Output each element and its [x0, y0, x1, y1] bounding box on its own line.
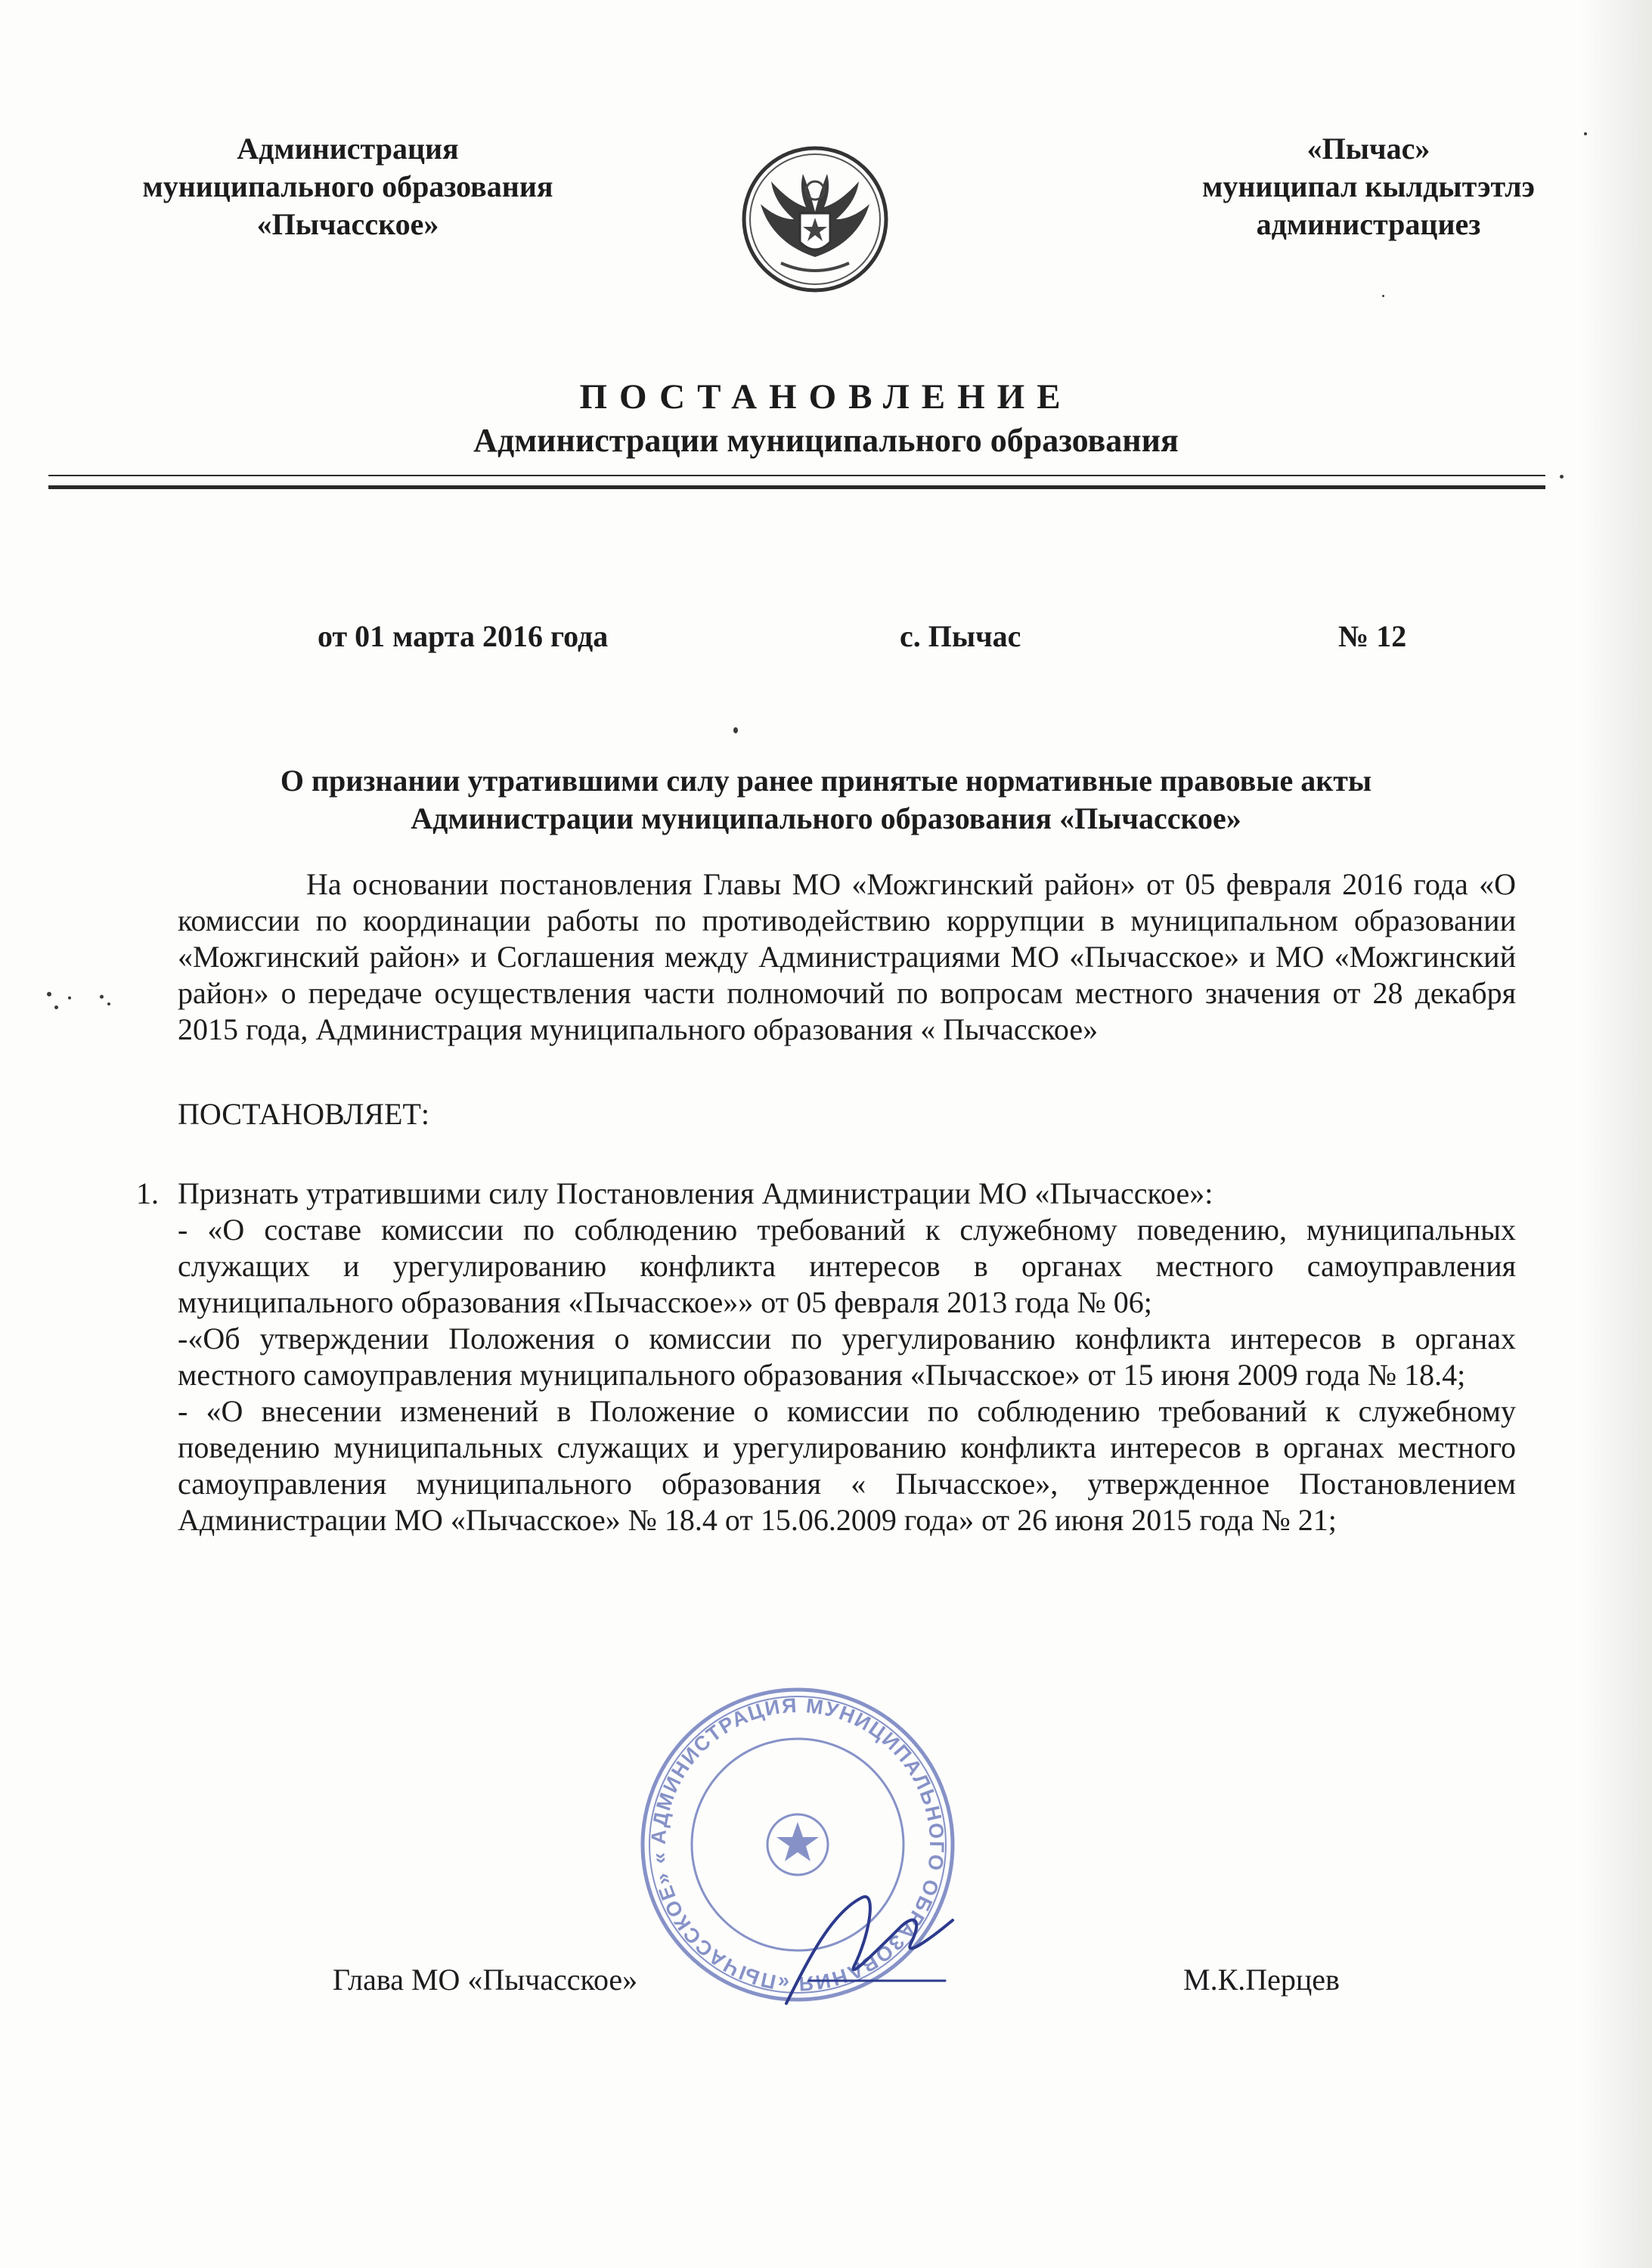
decree-word: ПОСТАНОВЛЯЕТ:: [178, 1097, 429, 1131]
scan-speck: [100, 995, 104, 999]
list-item-number: 1.: [136, 1176, 159, 1210]
header-right-udmurt: [1179, 130, 1557, 243]
scan-speck: [54, 1005, 58, 1009]
scan-speck: [733, 727, 738, 733]
scan-speck: [47, 992, 51, 996]
scan-speck: [1560, 475, 1564, 479]
header-left-line2: муниципального образования: [142, 169, 553, 203]
document-subject-line1: О признании утратившими силу ранее принятые нормативные правовые акты: [280, 764, 1372, 798]
preamble-text: На основании постановления Главы МО «Можгинский район» от 05 февраля 2016 года «О комиссии по координации работы по противодействию коррупции в муниципальном образовании «Можгинский район» и Соглашения между Администрациями МО «Пычасское» и МО «Можгинский район» о передаче осуществления части полномочий по вопросам местного значения от 28 декабря 2015 года, Администрация муниципального образования « Пычасское»: [178, 867, 1516, 1046]
scan-speck: [1382, 295, 1384, 297]
list-item: - «О внесении изменений в Положение о комиссии по соблюдению требований к служебному поведению муниципальных служащих и урегулированию конфликта интересов в органах местного самоуправления муниципального образования « Пычасское», утвержденное Постановлением Администрации МО «Пычасское» № 18.4 от 15.06.2009 года» от 26 июня 2015 года № 21;: [178, 1394, 1516, 1537]
signatory-position: Глава МО «Пычасское»: [333, 1963, 638, 1997]
header-right-line3: администрациез: [1256, 207, 1481, 241]
list-heading: Признать утратившими силу Постановления Администрации МО «Пычасское»:: [178, 1176, 1213, 1210]
list-item: -«Об утверждении Положения о комиссии по урегулированию конфликта интересов в органах местного самоуправления муниципального образования «Пычасское» от 15 июня 2009 года № 18.4;: [178, 1321, 1516, 1392]
scan-speck: [107, 1002, 110, 1005]
list-item: - «О составе комиссии по соблюдению требований к служебному поведению, муниципальных служащих и урегулированию конфликта интересов в органах местного самоуправления муниципального образования «Пычасское»» от 05 февраля 2013 года № 06;: [178, 1213, 1516, 1319]
preamble-paragraph: [178, 866, 1516, 1048]
signatory-name: М.К.Перцев: [1183, 1963, 1340, 1997]
header-left-line1: Администрация: [237, 132, 459, 166]
stamp-ring-text: АДМИНИСТРАЦИЯ МУНИЦИПАЛЬНОГО ОБРАЗОВАНИЯ «ПЫЧАССКОЕ» «: [646, 1693, 949, 1996]
header-divider-thin: [48, 475, 1545, 476]
scan-speck: [1584, 132, 1587, 135]
document-type-title: ПОСТАНОВЛЕНИЕ: [579, 377, 1073, 417]
scan-edge-shadow: [1580, 0, 1652, 2268]
decree-list: [136, 1176, 1516, 1538]
header-right-line2: муниципал кылдытэтлэ: [1202, 169, 1535, 203]
document-date: от 01 марта 2016 года: [318, 619, 609, 653]
header-left-russian: [113, 130, 582, 243]
header-left-line3: «Пычасское»: [256, 207, 439, 241]
document-subject: [0, 762, 1652, 838]
document-subject-line2: Администрации муниципального образования «Пычасское»: [411, 801, 1241, 835]
document-number: № 12: [1338, 619, 1407, 653]
udmurt-coat-of-arms-icon: [739, 144, 891, 295]
header-right-line1: «Пычас»: [1306, 132, 1430, 166]
handwritten-signature-icon: [764, 1867, 990, 2034]
document-issuer-subtitle: Администрации муниципального образования: [473, 422, 1179, 459]
document-place: с. Пычас: [900, 619, 1021, 653]
header-divider-thick: [48, 485, 1545, 489]
scan-speck: [68, 996, 71, 999]
